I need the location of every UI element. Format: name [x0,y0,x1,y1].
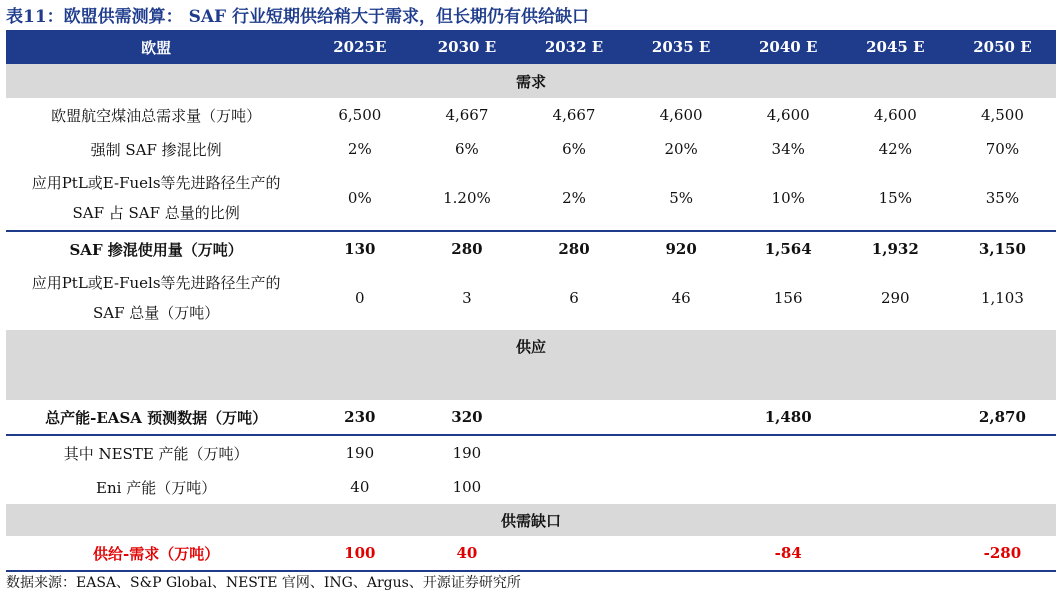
table-row [6,470,1056,504]
cell: 10% [771,189,805,207]
header-year: 2040 E [735,30,842,64]
cell: 190 [452,444,482,462]
cell: 42% [878,140,912,158]
cell: 920 [628,231,735,266]
header-region: 欧盟 [6,30,306,64]
cell: 0% [347,189,372,207]
cell: 280 [520,231,627,266]
cell: 2,870 [949,400,1056,435]
table-row [6,98,1056,132]
cell: 2% [347,140,372,158]
table-row [6,166,1056,231]
cell: 15% [878,189,912,207]
row-label: 欧盟航空煤油总需求量（万吨） [51,106,262,125]
cell: 6% [562,140,586,158]
section-label-demand: 需求 [6,64,1056,98]
cell: 100 [452,478,482,496]
cell: 0 [355,289,365,307]
cell: 4,600 [873,106,917,124]
cell: 46 [671,289,691,307]
row-label: 供给-需求（万吨） [6,536,306,571]
header-year: 2050 E [949,30,1056,64]
cell: 40 [350,478,370,496]
cell [949,470,1056,504]
cell [842,536,949,571]
cell [842,470,949,504]
cell [628,536,735,571]
cell: 1,932 [842,231,949,266]
cell: 1.20% [443,189,491,207]
cell [842,435,949,470]
cell: 4,600 [659,106,703,124]
header-year: 2035 E [628,30,735,64]
row-label: 强制 SAF 掺混比例 [90,140,222,159]
cell: 4,667 [552,106,596,124]
cell [628,435,735,470]
cell: 20% [664,140,698,158]
section-label-supply: 供应 [6,330,1056,400]
table-row [6,400,1056,435]
section-row-gap [6,504,1056,536]
row-label: Eni 产能（万吨） [96,478,217,497]
header-year: 2030 E [413,30,520,64]
cell: 40 [413,536,520,571]
row-label-line: 应用PtL或E-Fuels等先进路径生产的 [31,174,281,192]
row-label: 总产能-EASA 预测数据（万吨） [6,400,306,435]
header-year: 2045 E [842,30,949,64]
table-row [6,132,1056,166]
cell: 6 [569,289,579,307]
cell: 70% [985,140,1020,158]
table-row [6,536,1056,571]
cell [520,400,627,435]
row-label: SAF 掺混使用量（万吨） [6,231,306,266]
section-row-supply [6,330,1056,400]
header-year: 2025E [306,30,413,64]
cell: 1,480 [735,400,842,435]
cell: 1,103 [980,289,1024,307]
cell: 190 [345,444,375,462]
cell [628,400,735,435]
row-label [6,266,306,330]
cell: 4,500 [980,106,1024,124]
cell [520,435,627,470]
cell: -84 [735,536,842,571]
supply-demand-table [6,30,1056,572]
cell: 3 [462,289,472,307]
figure-title: 表11：欧盟供需测算： SAF 行业短期供给稍大于需求，但长期仍有供给缺口 [6,7,590,27]
cell: 34% [771,140,805,158]
source-note: 数据来源：EASA、S&P Global、NESTE 官网、ING、Argus、开源证券研究所 [6,575,521,591]
cell: -280 [949,536,1056,571]
cell: 230 [306,400,413,435]
cell: 130 [306,231,413,266]
cell: 3,150 [949,231,1056,266]
table-row [6,231,1056,266]
cell [520,470,627,504]
cell: 290 [880,289,910,307]
row-label-line: SAF 占 SAF 总量的比例 [72,204,240,222]
section-row-demand [6,64,1056,98]
cell: 6,500 [338,106,382,124]
cell [842,400,949,435]
cell: 35% [985,189,1020,207]
cell: 4,600 [766,106,810,124]
cell: 2% [562,189,586,207]
cell [949,435,1056,470]
header-year: 2032 E [520,30,627,64]
cell: 5% [669,189,693,207]
cell: 280 [413,231,520,266]
row-label-line: 应用PtL或E-Fuels等先进路径生产的 [31,274,281,292]
table-row [6,266,1056,330]
table-header-row [6,30,1056,64]
cell [628,470,735,504]
cell [520,536,627,571]
section-label-gap: 供需缺口 [6,504,1056,536]
table-row [6,435,1056,470]
row-label-line: SAF 总量（万吨） [92,304,220,322]
cell [735,435,842,470]
cell: 6% [455,140,479,158]
row-label: 其中 NESTE 产能（万吨） [63,444,249,463]
cell: 100 [306,536,413,571]
cell: 320 [413,400,520,435]
cell: 4,667 [445,106,489,124]
cell [735,470,842,504]
cell: 1,564 [735,231,842,266]
row-label [6,166,306,231]
cell: 156 [773,289,803,307]
